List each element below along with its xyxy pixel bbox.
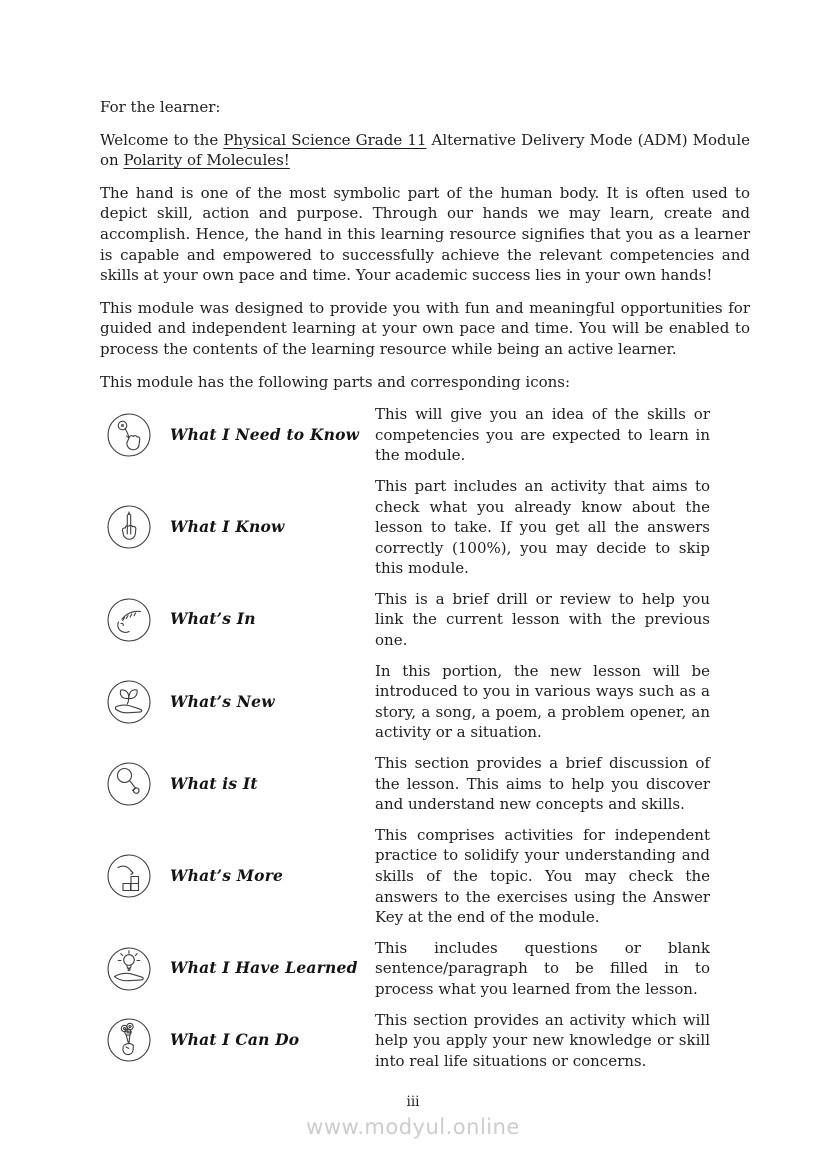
paragraph-module-design: This module was designed to provide you with fun and meaningful opportunities for guided and independent learning at your own pace and time. You will be enabled to process the contents of the learning resource while being an active learner. xyxy=(100,298,750,358)
icon-cell xyxy=(100,1017,170,1063)
hand-tap-icon xyxy=(106,412,152,458)
module-part-description: This section provides an activity which will help you apply your new knowledge or skill into real life situations or concerns. xyxy=(375,1010,710,1070)
welcome-paragraph xyxy=(100,130,750,171)
hand-pencil-icon xyxy=(106,504,152,550)
module-parts-table xyxy=(100,404,750,1071)
paragraph-hand-symbolism: The hand is one of the most symbolic part of the human body. It is often used to depict skill, action and purpose. Through our hands we may learn, create and accomplish. Hence, the hand in this learning resource signifies that you as a learner is capable and empowered to successfully achieve the relevant competencies and skills at your own pace and time. Your academic success lies in your own hands! xyxy=(100,183,750,285)
hand-blocks-icon xyxy=(106,853,152,899)
module-part-label: What’s In xyxy=(170,609,256,629)
module-part-description: This is a brief drill or review to help you link the current lesson with the previous one. xyxy=(375,589,710,650)
module-part-label: What I Can Do xyxy=(170,1030,300,1050)
welcome-text-mid: Alternative Delivery Mode (ADM) Module on xyxy=(100,130,750,170)
hand-flowers-icon xyxy=(106,1017,152,1063)
module-part-description: This part includes an activity that aims to check what you already know about the lesson to take. If you get all the answers correctly (100%), you may decide to skip this module. xyxy=(375,476,710,578)
module-part-description: This section provides a brief discussion of the lesson. This aims to help you discover and understand new concepts and skills. xyxy=(375,754,710,814)
hand-magnifier-icon xyxy=(106,761,152,807)
module-part-description: This will give you an idea of the skills or competencies you are expected to learn in the module. xyxy=(375,405,710,465)
module-part-label: What I Need to Know xyxy=(170,424,360,444)
module-part-description: In this portion, the new lesson will be introduced to you in various ways such as a story, a song, a poem, a problem opener, an activity or a situation. xyxy=(375,661,710,742)
module-part-label: What’s New xyxy=(170,691,275,711)
icon-cell xyxy=(100,853,170,899)
icon-cell xyxy=(100,679,170,725)
table-row xyxy=(100,825,750,928)
table-row xyxy=(100,476,750,579)
hand-head-icon xyxy=(106,597,152,643)
welcome-text-pre: Welcome to the xyxy=(100,130,224,149)
page-footer xyxy=(0,1094,826,1139)
table-row xyxy=(100,1010,750,1072)
icon-cell xyxy=(100,946,170,992)
module-part-label: What I Know xyxy=(170,517,285,537)
module-part-label: What is It xyxy=(170,773,258,793)
module-part-label: What’s More xyxy=(170,866,284,885)
module-part-description: This comprises activities for independent practice to solidify your understanding and skills of the topic. You may check the answers to the exercises using the Answer Key at the end of the module. xyxy=(375,825,710,927)
module-part-label: What I Have Learned xyxy=(170,958,358,978)
page-content xyxy=(100,97,750,1081)
icon-cell xyxy=(100,761,170,807)
hand-sprout-icon xyxy=(106,679,152,725)
icon-cell xyxy=(100,504,170,550)
hand-lightbulb-icon xyxy=(106,946,152,992)
paragraph-parts-intro: This module has the following parts and corresponding icons: xyxy=(100,372,571,391)
module-subject-underlined: Physical Science Grade 11 xyxy=(223,130,427,149)
table-row xyxy=(100,938,750,1000)
page-number: iii xyxy=(406,1094,420,1110)
icon-cell xyxy=(100,597,170,643)
module-topic-underlined: Polarity of Molecules! xyxy=(123,151,290,170)
table-row xyxy=(100,753,750,815)
for-learner-heading: For the learner: xyxy=(100,98,221,116)
table-row xyxy=(100,661,750,743)
module-part-description: This includes questions or blank sentence/paragraph to be filled in to process what you learned from the lesson. xyxy=(375,938,710,998)
table-row xyxy=(100,589,750,651)
icon-cell xyxy=(100,412,170,458)
watermark-url: www.modyul.online xyxy=(306,1115,520,1139)
table-row xyxy=(100,404,750,466)
